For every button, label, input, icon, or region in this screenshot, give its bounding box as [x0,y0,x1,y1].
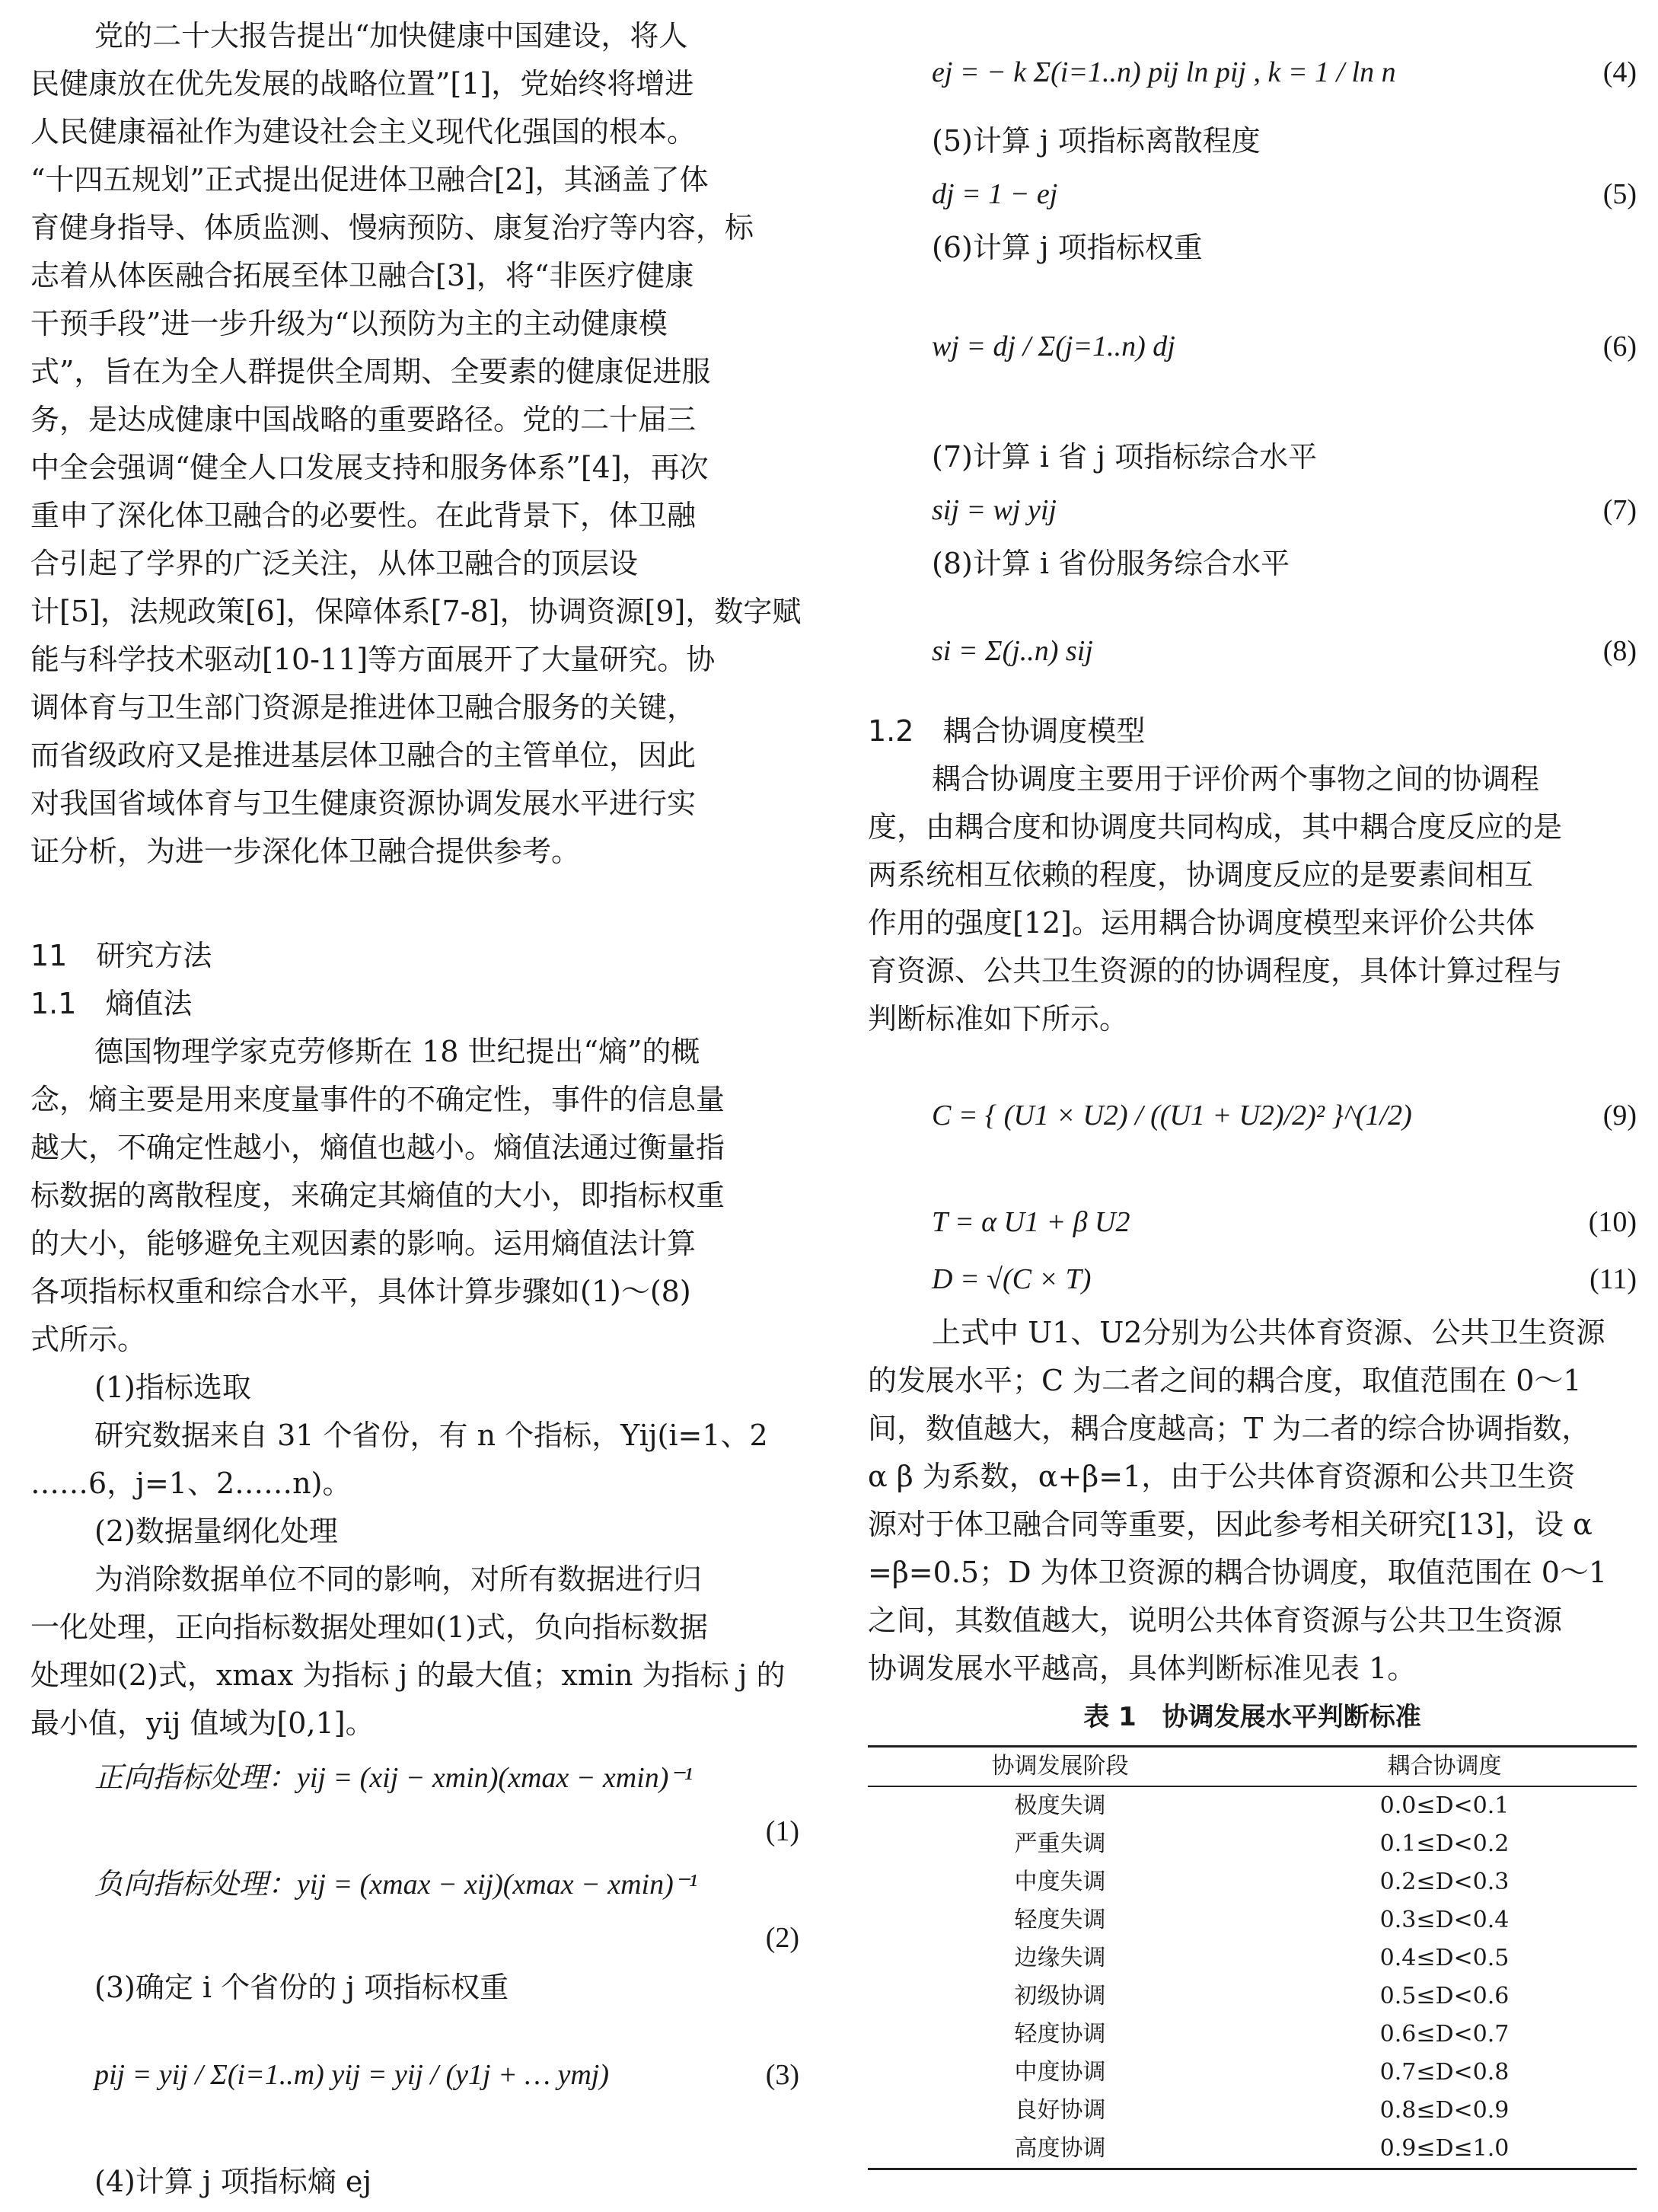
step-heading: (8)计算 i 省份服务综合水平 [932,547,1290,580]
table-cell: 初级协调 [1014,1983,1106,2009]
equation-number: (10) [1588,1206,1637,1238]
step2-line: 最小值，yij 值域为[0,1]。 [30,1706,375,1740]
table-cell: 0.0≤D<0.1 [1379,1792,1510,1819]
table-cell: 轻度协调 [1014,2021,1106,2048]
table-cell: 严重失调 [1014,1831,1106,1857]
coupling-line: 育资源、公共卫生资源的的协调程度，具体计算过程与 [868,954,1563,988]
explain-line: 源对于体卫融合同等重要，因此参考相关研究[13]，设 α [868,1508,1593,1541]
equation-number: (1) [765,1815,799,1847]
step-heading: (2)数据量纲化处理 [94,1515,338,1548]
table-cell: 0.9≤D≤1.0 [1379,2135,1510,2162]
table-cell: 0.7≤D<0.8 [1379,2059,1510,2086]
table-cell: 极度失调 [1014,1792,1106,1819]
equation-9: C = { (U1 × U2) / ((U1 + U2)/2)² }^(1/2) [932,1100,1412,1132]
equation-number: (5) [1602,178,1637,210]
coupling-line: 作用的强度[12]。运用耦合协调度模型来评价公共体 [868,906,1535,940]
equation-number: (7) [1602,494,1637,526]
step-heading: (7)计算 i 省 j 项指标综合水平 [932,440,1318,474]
subsection-heading: 1.2 耦合协调度模型 [868,714,1146,748]
entropy-line: 式所示。 [30,1323,147,1356]
intro-line: 干预手段”进一步升级为“以预防为主的主动健康模 [30,307,668,340]
step-heading: (1)指标选取 [94,1371,251,1404]
equation-number: (11) [1589,1263,1637,1295]
equation-8: si = Σ(j..n) sij [932,635,1093,667]
entropy-line: 德国物理学家克劳修斯在 18 世纪提出“熵”的概 [94,1035,700,1068]
table-row [868,1787,1637,1825]
entropy-line: 各项指标权重和综合水平，具体计算步骤如(1)～(8) [30,1275,691,1308]
coupling-line: 度，由耦合度和协调度共同构成，其中耦合度反应的是 [868,810,1563,844]
coupling-line: 两系统相互依赖的程度，协调度反应的是要素间相互 [868,858,1534,892]
table-cell: 良好协调 [1014,2097,1106,2124]
intro-line: 育健身指导、体质监测、慢病预防、康复治疗等内容，标 [30,211,754,244]
equation-1: 正向指标处理：yij = (xij − xmin)(xmax − xmin)⁻¹ [94,1762,693,1794]
step-heading: (5)计算 j 项指标离散程度 [932,124,1261,158]
equation-number: (9) [1602,1100,1637,1132]
explain-line: 间，数值越大，耦合度越高；T 为二者的综合协调指数， [868,1412,1591,1445]
intro-line: 人民健康福祉作为建设社会主义现代化强国的根本。 [30,115,697,148]
equation-2: 负向指标处理：yij = (xmax − xij)(xmax − xmin)⁻¹ [94,1869,698,1901]
section-heading: 11 研究方法 [30,939,212,972]
intro-line: 党的二十大报告提出“加快健康中国建设，将人 [94,19,688,53]
table-row [868,2054,1637,2092]
entropy-line: 念，熵主要是用来度量事件的不确定性，事件的信息量 [30,1083,725,1116]
equation-number: (8) [1602,635,1637,667]
table-cell: 中度协调 [1014,2059,1106,2086]
table-cell: 0.2≤D<0.3 [1379,1869,1510,1895]
table-cell: 0.8≤D<0.9 [1379,2097,1510,2124]
equation-number: (6) [1602,330,1637,362]
entropy-line: 越大，不确定性越小，熵值也越小。熵值法通过衡量指 [30,1131,725,1164]
table-caption: 表 1 协调发展水平判断标准 [1083,1702,1421,1732]
equation-7: sij = wj yij [932,494,1057,526]
table-row [868,2092,1637,2130]
intro-line: 能与科学技术驱动[10-11]等方面展开了大量研究。协 [30,643,716,676]
explain-line: 上式中 U1、U2分别为公共体育资源、公共卫生资源 [932,1316,1605,1349]
table-row [868,1825,1637,1863]
intro-line: 调体育与卫生部门资源是推进体卫融合服务的关键， [30,691,697,724]
explain-line: =β=0.5；D 为体卫资源的耦合协调度，取值范围在 0～1 [868,1556,1608,1589]
step1-line: ……6，j=1、2……n)。 [30,1467,352,1500]
step-heading: (3)确定 i 个省份的 j 项指标权重 [94,1971,509,2004]
table-cell: 0.1≤D<0.2 [1379,1831,1510,1857]
entropy-line: 标数据的离散程度，来确定其熵值的大小，即指标权重 [30,1179,725,1212]
table-header-cell: 耦合协调度 [1387,1753,1502,1779]
intro-line: 志着从体医融合拓展至体卫融合[3]，将“非医疗健康 [30,259,694,292]
table-cell: 0.5≤D<0.6 [1379,1983,1510,2009]
equation-5: dj = 1 − ej [932,178,1058,210]
table-header-row [868,1748,1637,1787]
intro-line: 证分析，为进一步深化体卫融合提供参考。 [30,835,581,868]
intro-line: 式”，旨在为全人群提供全周期、全要素的健康促进服 [30,355,711,388]
table-cell: 0.3≤D<0.4 [1379,1907,1510,1933]
intro-line: 合引起了学界的广泛关注，从体卫融合的顶层设 [30,547,639,580]
intro-line: 计[5]，法规政策[6]，保障体系[7-8]，协调资源[9]，数字赋 [30,595,802,628]
step1-line: 研究数据来自 31 个省份，有 n 个指标，Yij(i=1、2 [94,1419,768,1452]
table-cell: 0.4≤D<0.5 [1379,1945,1510,1971]
table-row [868,1939,1637,1977]
explain-line: 协调发展水平越高，具体判断标准见表 1。 [868,1652,1417,1685]
coupling-line: 判断标准如下所示。 [868,1002,1129,1036]
subsection-heading: 1.1 熵值法 [30,987,193,1020]
intro-line: 民健康放在优先发展的战略位置”[1]，党始终将增进 [30,67,694,101]
equation-6: wj = dj / Σ(j=1..n) dj [932,330,1175,362]
intro-line: 中全会强调“健全人口发展支持和服务体系”[4]，再次 [30,451,709,484]
equation-4: ej = − k Σ(i=1..n) pij ln pij , k = 1 / ln n [932,56,1396,88]
explain-line: α β 为系数，α+β=1，由于公共体育资源和公共卫生资 [868,1460,1576,1493]
table-cell: 0.6≤D<0.7 [1379,2021,1510,2048]
step-heading: (4)计算 j 项指标熵 ej [94,2165,372,2198]
equation-10: T = α U1 + β U2 [932,1206,1130,1238]
table-cell: 轻度失调 [1014,1907,1106,1933]
table-row [868,2130,1637,2168]
table-row [868,1901,1637,1939]
table-row [868,2016,1637,2054]
step-heading: (6)计算 j 项指标权重 [932,231,1203,264]
equation-number: (3) [765,2059,799,2091]
equation-3: pij = yij / Σ(i=1..m) yij = yij / (y1j + … ymj) [94,2059,610,2091]
equation-11: D = √(C × T) [932,1263,1092,1295]
intro-line: “十四五规划”正式提出促进体卫融合[2]，其涵盖了体 [30,163,709,196]
table-cell: 高度协调 [1014,2135,1106,2162]
table-cell: 边缘失调 [1014,1945,1106,1971]
explain-line: 之间，其数值越大，说明公共体育资源与公共卫生资源 [868,1604,1563,1637]
table-row [868,1977,1637,2016]
intro-line: 务，是达成健康中国战略的重要路径。党的二十届三 [30,403,697,436]
explain-line: 的发展水平；C 为二者之间的耦合度，取值范围在 0～1 [868,1364,1582,1397]
table-cell: 中度失调 [1014,1869,1106,1895]
step2-line: 一化处理，正向指标数据处理如(1)式，负向指标数据 [30,1610,708,1644]
entropy-line: 的大小，能够避免主观因素的影响。运用熵值法计算 [30,1227,697,1260]
table-header-cell: 协调发展阶段 [991,1753,1129,1779]
equation-number: (4) [1602,56,1637,88]
table-row [868,1863,1637,1901]
step2-line: 为消除数据单位不同的影响，对所有数据进行归 [94,1562,703,1596]
coupling-line: 耦合协调度主要用于评价两个事物之间的协调程 [932,762,1540,796]
equation-number: (2) [765,1922,799,1954]
step2-line: 处理如(2)式，xmax 为指标 j 的最大值；xmin 为指标 j 的 [30,1658,786,1692]
intro-line: 而省级政府又是推进基层体卫融合的主管单位，因此 [30,739,697,772]
intro-line: 重申了深化体卫融合的必要性。在此背景下，体卫融 [30,499,697,532]
intro-line: 对我国省域体育与卫生健康资源协调发展水平进行实 [30,787,697,820]
criteria-table [868,1745,1637,2170]
